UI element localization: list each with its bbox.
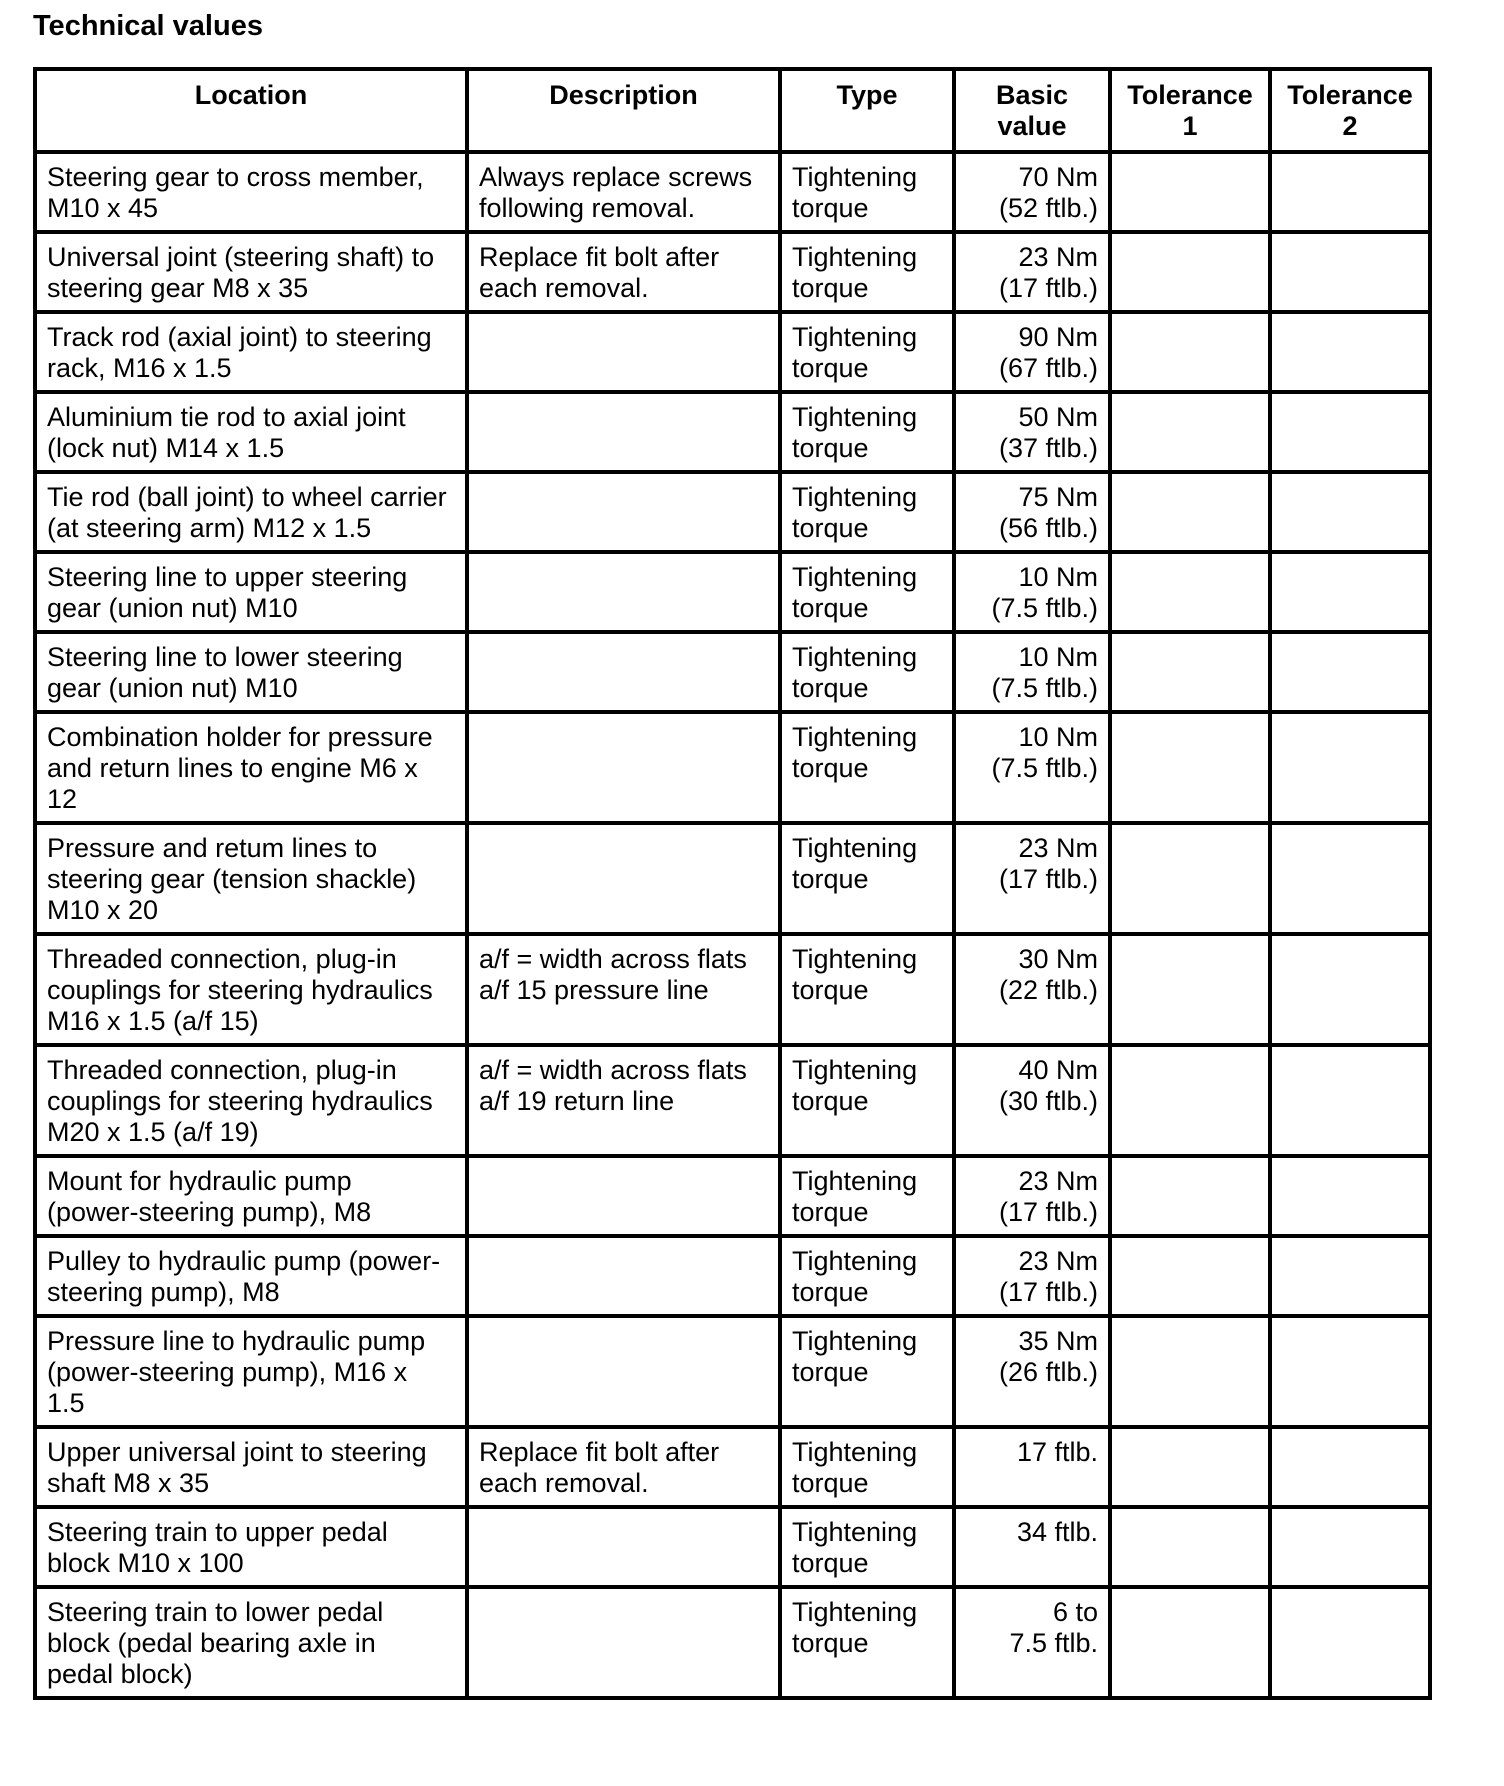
table-row bbox=[35, 1316, 1430, 1427]
tolerance-2-cell bbox=[1270, 1427, 1430, 1507]
type-cell: Tightening torque bbox=[780, 1045, 954, 1156]
table-row bbox=[35, 552, 1430, 632]
table-header-row bbox=[35, 69, 1430, 152]
description-cell: a/f = width across flats a/f 19 return line bbox=[467, 1045, 780, 1156]
basic-value-cell: 10 Nm (7.5 ftlb.) bbox=[954, 632, 1110, 712]
tolerance-2-cell bbox=[1270, 712, 1430, 823]
header-tolerance-2: Tolerance 2 bbox=[1270, 69, 1430, 152]
tolerance-1-cell bbox=[1110, 632, 1270, 712]
tolerance-2-cell bbox=[1270, 1587, 1430, 1698]
location-cell: Steering gear to cross member, M10 x 45 bbox=[35, 152, 467, 232]
type-cell: Tightening torque bbox=[780, 1427, 954, 1507]
tolerance-2-cell bbox=[1270, 1236, 1430, 1316]
description-cell bbox=[467, 823, 780, 934]
table-row bbox=[35, 632, 1430, 712]
table-row bbox=[35, 152, 1430, 232]
location-cell: Universal joint (steering shaft) to steering gear M8 x 35 bbox=[35, 232, 467, 312]
tolerance-1-cell bbox=[1110, 552, 1270, 632]
location-cell: Mount for hydraulic pump (power-steering pump), M8 bbox=[35, 1156, 467, 1236]
description-cell bbox=[467, 1587, 780, 1698]
tolerance-1-cell bbox=[1110, 1316, 1270, 1427]
table-row bbox=[35, 712, 1430, 823]
location-cell: Steering train to upper pedal block M10 x 100 bbox=[35, 1507, 467, 1587]
type-cell: Tightening torque bbox=[780, 552, 954, 632]
table-row bbox=[35, 934, 1430, 1045]
tolerance-1-cell bbox=[1110, 1156, 1270, 1236]
tolerance-2-cell bbox=[1270, 1156, 1430, 1236]
location-cell: Combination holder for pressure and return lines to engine M6 x 12 bbox=[35, 712, 467, 823]
location-cell: Pulley to hydraulic pump (power- steering pump), M8 bbox=[35, 1236, 467, 1316]
basic-value-cell: 35 Nm (26 ftlb.) bbox=[954, 1316, 1110, 1427]
location-cell: Steering line to upper steering gear (union nut) M10 bbox=[35, 552, 467, 632]
description-cell: a/f = width across flats a/f 15 pressure line bbox=[467, 934, 780, 1045]
type-cell: Tightening torque bbox=[780, 712, 954, 823]
description-cell: Always replace screws following removal. bbox=[467, 152, 780, 232]
page-title: Technical values bbox=[33, 10, 263, 42]
location-cell: Steering line to lower steering gear (union nut) M10 bbox=[35, 632, 467, 712]
basic-value-cell: 23 Nm (17 ftlb.) bbox=[954, 232, 1110, 312]
table-row bbox=[35, 392, 1430, 472]
type-cell: Tightening torque bbox=[780, 312, 954, 392]
basic-value-cell: 17 ftlb. bbox=[954, 1427, 1110, 1507]
basic-value-cell: 23 Nm (17 ftlb.) bbox=[954, 1236, 1110, 1316]
tolerance-1-cell bbox=[1110, 1427, 1270, 1507]
type-cell: Tightening torque bbox=[780, 472, 954, 552]
type-cell: Tightening torque bbox=[780, 1156, 954, 1236]
basic-value-cell: 23 Nm (17 ftlb.) bbox=[954, 1156, 1110, 1236]
table-row bbox=[35, 1045, 1430, 1156]
tolerance-2-cell bbox=[1270, 1507, 1430, 1587]
basic-value-cell: 70 Nm (52 ftlb.) bbox=[954, 152, 1110, 232]
type-cell: Tightening torque bbox=[780, 152, 954, 232]
tolerance-1-cell bbox=[1110, 312, 1270, 392]
description-cell: Replace fit bolt after each removal. bbox=[467, 1427, 780, 1507]
tolerance-2-cell bbox=[1270, 312, 1430, 392]
header-type: Type bbox=[780, 69, 954, 152]
table-row bbox=[35, 312, 1430, 392]
tolerance-2-cell bbox=[1270, 934, 1430, 1045]
basic-value-cell: 90 Nm (67 ftlb.) bbox=[954, 312, 1110, 392]
table-row bbox=[35, 472, 1430, 552]
tolerance-1-cell bbox=[1110, 1507, 1270, 1587]
table-row bbox=[35, 823, 1430, 934]
basic-value-cell: 10 Nm (7.5 ftlb.) bbox=[954, 552, 1110, 632]
location-cell: Steering train to lower pedal block (pedal bearing axle in pedal block) bbox=[35, 1587, 467, 1698]
tolerance-1-cell bbox=[1110, 823, 1270, 934]
description-cell bbox=[467, 1316, 780, 1427]
tolerance-2-cell bbox=[1270, 392, 1430, 472]
table-row bbox=[35, 1156, 1430, 1236]
type-cell: Tightening torque bbox=[780, 1507, 954, 1587]
basic-value-cell: 6 to 7.5 ftlb. bbox=[954, 1587, 1110, 1698]
type-cell: Tightening torque bbox=[780, 823, 954, 934]
tolerance-2-cell bbox=[1270, 552, 1430, 632]
tolerance-2-cell bbox=[1270, 1045, 1430, 1156]
tolerance-1-cell bbox=[1110, 1045, 1270, 1156]
basic-value-cell: 40 Nm (30 ftlb.) bbox=[954, 1045, 1110, 1156]
header-location: Location bbox=[35, 69, 467, 152]
description-cell bbox=[467, 632, 780, 712]
tolerance-2-cell bbox=[1270, 472, 1430, 552]
type-cell: Tightening torque bbox=[780, 1316, 954, 1427]
location-cell: Pressure and retum lines to steering gear (tension shackle) M10 x 20 bbox=[35, 823, 467, 934]
location-cell: Pressure line to hydraulic pump (power-steering pump), M16 x 1.5 bbox=[35, 1316, 467, 1427]
tolerance-1-cell bbox=[1110, 472, 1270, 552]
tolerance-1-cell bbox=[1110, 1236, 1270, 1316]
tolerance-2-cell bbox=[1270, 823, 1430, 934]
basic-value-cell: 75 Nm (56 ftlb.) bbox=[954, 472, 1110, 552]
tolerance-1-cell bbox=[1110, 152, 1270, 232]
type-cell: Tightening torque bbox=[780, 632, 954, 712]
type-cell: Tightening torque bbox=[780, 392, 954, 472]
description-cell: Replace fit bolt after each removal. bbox=[467, 232, 780, 312]
table-row bbox=[35, 1427, 1430, 1507]
type-cell: Tightening torque bbox=[780, 1587, 954, 1698]
location-cell: Tie rod (ball joint) to wheel carrier (at steering arm) M12 x 1.5 bbox=[35, 472, 467, 552]
description-cell bbox=[467, 472, 780, 552]
type-cell: Tightening torque bbox=[780, 1236, 954, 1316]
header-basic-value: Basic value bbox=[954, 69, 1110, 152]
description-cell bbox=[467, 552, 780, 632]
tolerance-1-cell bbox=[1110, 232, 1270, 312]
table-row bbox=[35, 1507, 1430, 1587]
location-cell: Track rod (axial joint) to steering rack, M16 x 1.5 bbox=[35, 312, 467, 392]
type-cell: Tightening torque bbox=[780, 232, 954, 312]
table-row bbox=[35, 1587, 1430, 1698]
table-row bbox=[35, 1236, 1430, 1316]
header-tolerance-1: Tolerance 1 bbox=[1110, 69, 1270, 152]
tolerance-1-cell bbox=[1110, 392, 1270, 472]
header-description: Description bbox=[467, 69, 780, 152]
table-row bbox=[35, 232, 1430, 312]
basic-value-cell: 23 Nm (17 ftlb.) bbox=[954, 823, 1110, 934]
tolerance-2-cell bbox=[1270, 152, 1430, 232]
location-cell: Aluminium tie rod to axial joint (lock nut) M14 x 1.5 bbox=[35, 392, 467, 472]
basic-value-cell: 50 Nm (37 ftlb.) bbox=[954, 392, 1110, 472]
location-cell: Threaded connection, plug-in couplings for steering hydraulics M16 x 1.5 (a/f 15) bbox=[35, 934, 467, 1045]
description-cell bbox=[467, 712, 780, 823]
technical-values-table bbox=[33, 67, 1432, 1700]
basic-value-cell: 10 Nm (7.5 ftlb.) bbox=[954, 712, 1110, 823]
tolerance-2-cell bbox=[1270, 1316, 1430, 1427]
description-cell bbox=[467, 312, 780, 392]
tolerance-1-cell bbox=[1110, 1587, 1270, 1698]
location-cell: Threaded connection, plug-in couplings for steering hydraulics M20 x 1.5 (a/f 19) bbox=[35, 1045, 467, 1156]
description-cell bbox=[467, 1156, 780, 1236]
tolerance-1-cell bbox=[1110, 934, 1270, 1045]
basic-value-cell: 30 Nm (22 ftlb.) bbox=[954, 934, 1110, 1045]
description-cell bbox=[467, 1507, 780, 1587]
location-cell: Upper universal joint to steering shaft M8 x 35 bbox=[35, 1427, 467, 1507]
description-cell bbox=[467, 1236, 780, 1316]
basic-value-cell: 34 ftlb. bbox=[954, 1507, 1110, 1587]
tolerance-2-cell bbox=[1270, 632, 1430, 712]
tolerance-2-cell bbox=[1270, 232, 1430, 312]
type-cell: Tightening torque bbox=[780, 934, 954, 1045]
tolerance-1-cell bbox=[1110, 712, 1270, 823]
description-cell bbox=[467, 392, 780, 472]
